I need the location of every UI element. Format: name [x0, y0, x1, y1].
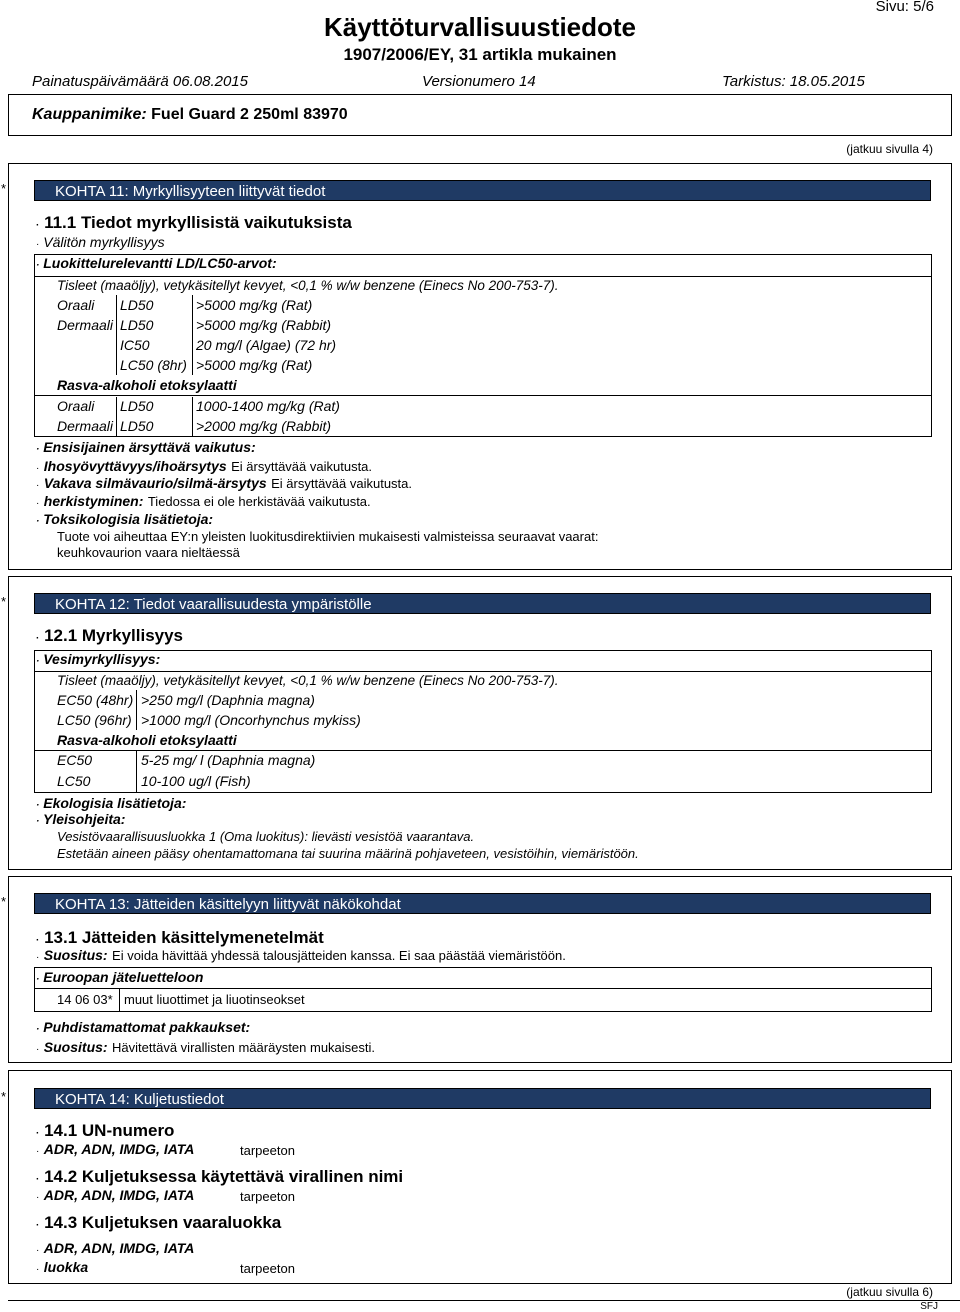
divider — [34, 671, 932, 672]
divider — [34, 395, 932, 396]
bullet: · — [36, 1245, 40, 1256]
substance-1-name: Tisleet (maaöljy), vetykäsitellyt kevyet, <0,1 % w/w benzene (Einecs No 200-753-7). — [57, 278, 559, 293]
revision-star: * — [1, 181, 7, 196]
ld-lc50-heading — [36, 255, 277, 271]
subsection-14-1 — [36, 1121, 174, 1141]
eye-damage-row — [36, 475, 412, 493]
waste-code-description: muut liuottimet ja liuotinseokset — [124, 992, 305, 1007]
subsection-12-1-title: 12.1 Myrkyllisyys — [44, 626, 184, 645]
bullet: · — [36, 952, 40, 963]
table-row-route: Dermaali — [57, 418, 114, 434]
substance-1-name: Tisleet (maaöljy), vetykäsitellyt kevyet, <0,1 % w/w benzene (Einecs No 200-753-7). — [57, 673, 559, 688]
table-divider — [136, 751, 137, 793]
substance-2-name: Rasva-alkoholi etoksylaatti — [57, 377, 237, 393]
bullet: · — [36, 463, 40, 474]
hazard-class-row — [36, 1259, 88, 1277]
subsection-13-1-title: 13.1 Jätteiden käsittelymenetelmät — [44, 928, 324, 947]
bullet: · — [36, 239, 40, 250]
revision-star: * — [1, 1089, 7, 1104]
table-row-type: LD50 — [120, 418, 154, 434]
shipping-name-row — [36, 1187, 194, 1205]
sensitization-value: Tiedossa ei ole herkistävää vaikutusta. — [147, 494, 371, 509]
primary-irritant-label: Ensisijainen ärsyttävä vaikutus: — [43, 439, 256, 455]
section-14-title: KOHTA 14: Kuljetustiedot — [34, 1088, 931, 1109]
aquatic-heading — [36, 651, 160, 667]
bullet: · — [36, 800, 40, 811]
bullet: · — [36, 220, 40, 231]
subsection-12-1 — [36, 626, 183, 646]
skin-corrosion-value: Ei ärsyttävää vaikutusta. — [231, 459, 373, 474]
hazard-class-modes-row — [36, 1240, 194, 1258]
bullet: · — [36, 935, 40, 946]
toxicology-line-1: Tuote voi aiheuttaa EY:n yleisten luokitusdirektiivien mukaisesti valmisteissa seuraavat vaarat: — [57, 529, 599, 544]
bullet: · — [36, 1024, 40, 1035]
general-heading — [36, 811, 125, 827]
document-title: Käyttöturvallisuustiedote — [323, 12, 637, 42]
general-line-2: Estetään aineen pääsy ohentamattomana tai suurina määrinä pohjaveteen, vesistöihin, viemäristöön. — [57, 846, 639, 861]
subsection-14-2 — [36, 1167, 403, 1187]
bullet: · — [36, 1044, 40, 1055]
subsection-13-1 — [36, 928, 324, 948]
packaging-label: Puhdistamattomat pakkaukset: — [43, 1019, 251, 1035]
recommendation-row — [36, 947, 566, 965]
table-row-value: >2000 mg/kg (Rabbit) — [196, 418, 332, 434]
table-row-route: Dermaali — [57, 317, 114, 333]
table-row-route: Oraali — [57, 297, 95, 313]
review-date: Tarkistus: 18.05.2015 — [722, 73, 865, 90]
table-row-value: >5000 mg/kg (Rat) — [196, 297, 313, 313]
general-label: Yleisohjeita: — [42, 811, 126, 827]
section-11-title: KOHTA 11: Myrkyllisyyteen liittyvät tiedot — [34, 180, 931, 201]
bullet: · — [36, 1174, 40, 1185]
table-row-value: >1000 mg/l (Oncorhynchus mykiss) — [141, 712, 361, 728]
table-row-type: LD50 — [120, 317, 154, 333]
un-number-row — [36, 1141, 194, 1159]
bullet: · — [36, 1128, 40, 1139]
subsection-14-3-title: 14.3 Kuljetuksen vaaraluokka — [44, 1213, 282, 1232]
bullet: · — [36, 260, 40, 271]
table-row-type: IC50 — [120, 337, 150, 353]
bullet: · — [36, 444, 40, 455]
page-number: Sivu: 5/6 — [875, 0, 934, 15]
table-row-value: 20 mg/l (Algae) (72 hr) — [196, 337, 337, 353]
subsection-11-1-title: 11.1 Tiedot myrkyllisistä vaikutuksista — [44, 213, 352, 232]
trade-name-value: Fuel Guard 2 250ml 83970 — [151, 106, 348, 123]
table-row-value: 1000-1400 mg/kg (Rat) — [196, 398, 340, 414]
table-row-value: >5000 mg/kg (Rabbit) — [196, 317, 332, 333]
hazard-class-value: tarpeeton — [240, 1261, 295, 1276]
revision-star: * — [1, 894, 7, 909]
table-row-type: LC50 (8hr) — [120, 357, 187, 373]
bullet: · — [36, 480, 40, 491]
bullet: · — [36, 498, 40, 509]
bullet: · — [36, 516, 40, 527]
bullet: · — [36, 1220, 40, 1231]
primary-irritant-heading — [36, 439, 256, 455]
skin-corrosion-row — [36, 458, 372, 476]
transport-modes-label: ADR, ADN, IMDG, IATA — [43, 1240, 195, 1256]
table-row-value: >5000 mg/kg (Rat) — [196, 357, 313, 373]
table-divider — [192, 397, 193, 437]
print-date: Painatuspäivämäärä 06.08.2015 — [32, 73, 248, 90]
divider — [34, 276, 932, 277]
transport-modes-label: ADR, ADN, IMDG, IATA — [43, 1141, 195, 1157]
eye-damage-label: Vakava silmävaurio/silmä-ärsytys — [43, 475, 267, 491]
recommendation-label: Suositus: — [43, 947, 108, 963]
subsection-14-3 — [36, 1213, 281, 1233]
divider — [34, 750, 932, 751]
bullet: · — [36, 974, 40, 985]
substance-2-name: Rasva-alkoholi etoksylaatti — [57, 732, 237, 748]
table-row-type: EC50 (48hr) — [57, 692, 134, 708]
toxicology-heading — [36, 511, 213, 527]
bullet: · — [36, 633, 40, 644]
recommendation-2-label: Suositus: — [43, 1039, 108, 1055]
table-row-value: >250 mg/l (Daphnia magna) — [141, 692, 315, 708]
table-divider — [116, 397, 117, 437]
trade-name — [32, 106, 348, 124]
section-12-title: KOHTA 12: Tiedot vaarallisuudesta ympäristölle — [34, 593, 931, 614]
waste-catalogue-label: Euroopan jäteluetteloon — [43, 969, 204, 985]
subsection-11-1 — [36, 213, 352, 233]
toxicology-label: Toksikologisia lisätietoja: — [43, 511, 214, 527]
continued-from: (jatkuu sivulla 4) — [846, 142, 933, 156]
general-line-1: Vesistövaarallisuusluokka 1 (Oma luokitus): lievästi vesistöä vaarantava. — [57, 829, 475, 844]
table-divider — [116, 295, 117, 375]
table-divider — [136, 690, 137, 730]
acute-toxicity-heading — [36, 234, 165, 250]
table-row-value: 10-100 ug/l (Fish) — [141, 773, 251, 789]
table-row-type: LD50 — [120, 297, 154, 313]
continued-to: (jatkuu sivulla 6) — [846, 1285, 933, 1299]
skin-corrosion-label: Ihosyövyttävyys/ihoärsytys — [43, 458, 227, 474]
ld-lc50-label: Luokittelurelevantti LD/LC50-arvot: — [43, 255, 277, 271]
table-row-type: EC50 — [57, 752, 93, 768]
eye-damage-value: Ei ärsyttävää vaikutusta. — [271, 476, 413, 491]
ecology-heading — [36, 795, 186, 811]
bullet: · — [36, 656, 40, 667]
divider — [34, 988, 932, 989]
version-number: Versionumero 14 — [422, 73, 536, 90]
section-13-title: KOHTA 13: Jätteiden käsittelyyn liittyvät näkökohdat — [34, 893, 931, 914]
recommendation-value: Ei voida hävittää yhdessä talousjätteiden kanssa. Ei saa päästää viemäristöön. — [112, 948, 566, 963]
table-row-route: Oraali — [57, 398, 95, 414]
shipping-name-value: tarpeeton — [240, 1189, 295, 1204]
waste-catalogue-heading — [36, 969, 203, 985]
sensitization-row — [36, 493, 371, 511]
recommendation-2-row — [36, 1039, 375, 1057]
revision-star: * — [1, 594, 7, 609]
ecology-label: Ekologisia lisätietoja: — [43, 795, 187, 811]
subsection-14-2-title: 14.2 Kuljetuksessa käytettävä virallinen nimi — [44, 1167, 404, 1186]
document-subtitle: 1907/2006/EY, 31 artikla mukainen — [343, 45, 617, 64]
hazard-class-label: luokka — [43, 1259, 89, 1275]
un-number-value: tarpeeton — [240, 1143, 295, 1158]
bullet: · — [36, 1146, 40, 1157]
footer-code: SFJ — [920, 1301, 938, 1312]
table-row-value: 5-25 mg/ l (Daphnia magna) — [141, 752, 316, 768]
aquatic-label: Vesimyrkyllisyys: — [43, 651, 161, 667]
bullet: · — [36, 1264, 40, 1275]
footer-rule — [8, 1300, 960, 1301]
packaging-heading — [36, 1019, 250, 1035]
bullet: · — [36, 1192, 40, 1203]
waste-code: 14 06 03* — [57, 992, 113, 1007]
toxicology-line-2: keuhkovaurion vaara nieltäessä — [57, 545, 240, 560]
trade-name-label: Kauppanimike: — [32, 106, 147, 123]
table-row-type: LC50 (96hr) — [57, 712, 132, 728]
recommendation-2-value: Hävitettävä virallisten määräysten mukaisesti. — [112, 1040, 376, 1055]
table-divider — [119, 989, 120, 1012]
sensitization-label: herkistyminen: — [43, 493, 144, 509]
table-row-type: LC50 — [57, 773, 91, 789]
transport-modes-label: ADR, ADN, IMDG, IATA — [43, 1187, 195, 1203]
bullet: · — [36, 816, 40, 827]
table-divider — [192, 295, 193, 375]
table-row-type: LD50 — [120, 398, 154, 414]
subsection-14-1-title: 14.1 UN-numero — [44, 1121, 175, 1140]
acute-toxicity-label: Välitön myrkyllisyys — [43, 234, 165, 250]
